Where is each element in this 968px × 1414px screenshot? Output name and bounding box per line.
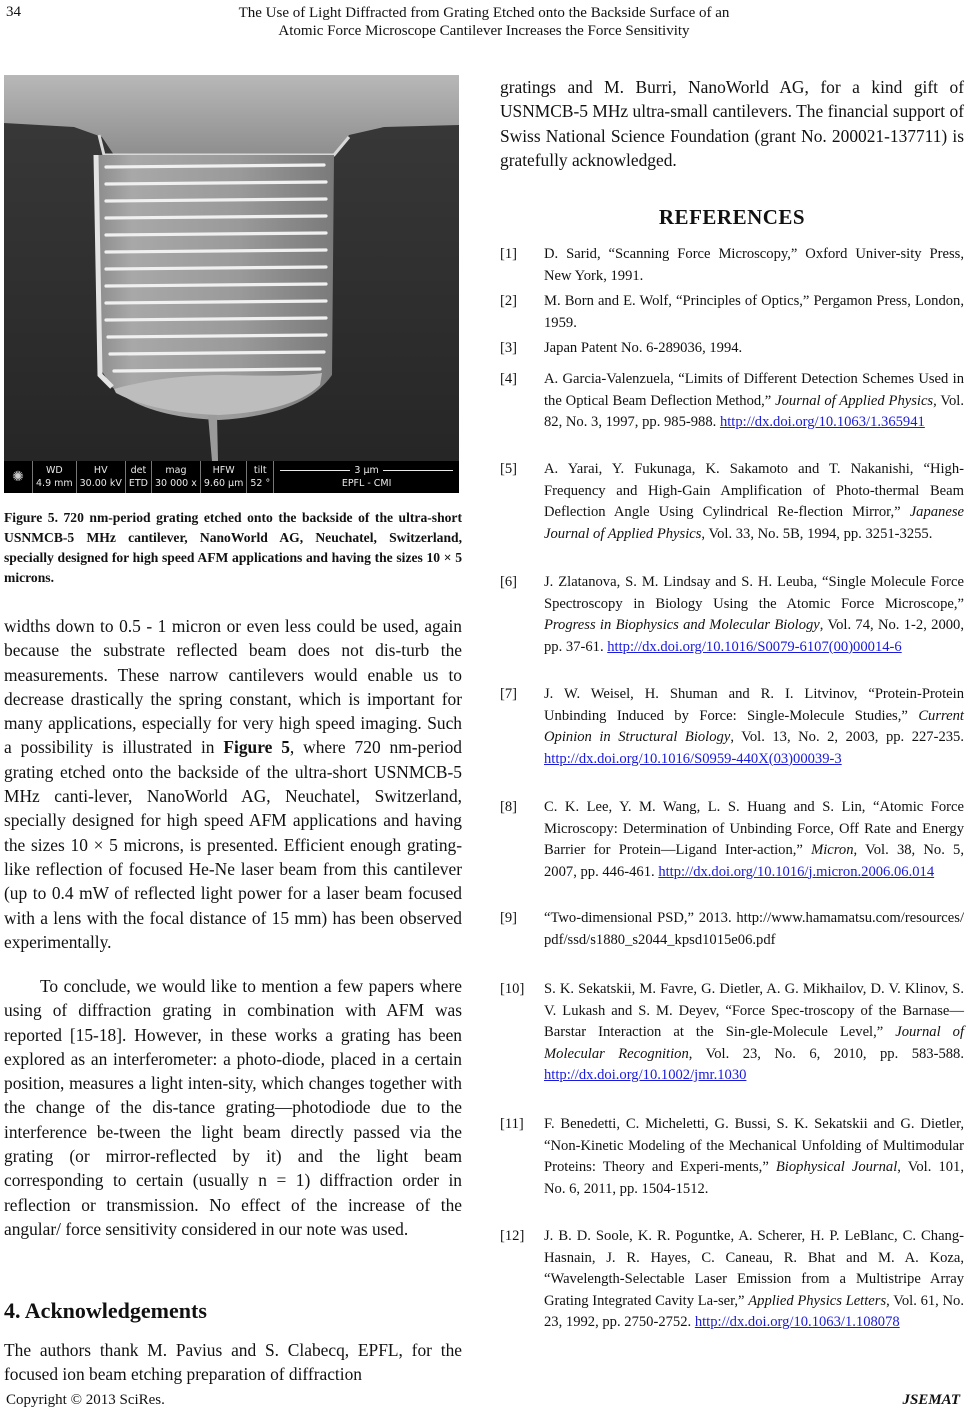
scale-bar-label: 3 µm [354,465,379,476]
journal-title: Japanese Journal of Applied Physics [544,504,964,542]
doi-link[interactable]: http://dx.doi.org/10.1063/1.108078 [694,1314,900,1330]
reference-item: [4] A. Garcia-Valenzuela, “Limits of Different Detection Schemes Used in the Optical Beam Deflection Method,” Journal of Applied Physics, Vol. 82, No. 3, 1997, pp. 985-988. http://dx.doi.org/10.1063/1.365941 [500,371,965,430]
reference-number: [8] [500,799,518,815]
journal-name: JSEMAT [902,1392,960,1408]
databar-wd: WD 4.9 mm [33,461,77,493]
running-header-line1: The Use of Light Diffracted from Grating Etched onto the Backside Surface of an [238,5,730,21]
running-header [0,4,968,40]
journal-title: Micron [811,842,854,858]
reference-number: [11] [500,1116,524,1132]
reference-item: [12] J. B. D. Soole, K. R. Poguntke, A. Scherer, H. P. LeBlanc, C. Chang-Hasnain, J. R. Hayes, C. Caneau, R. Bhat and M. A. Koza, “Wavelength-Selectable Laser Emission from a Multistripe Array Grating Integrated Cavity La-ser,” Applied Physics Letters, Vol. 61, No. 23, 1992, pp. 2750-2752. http://dx.doi.org/10.1063/1.108078 [500,1228,964,1330]
paragraph-widths: widths down to 0.5 - 1 micron or even less could be used, again because the substrate reflected beam does not dis-turb the measurements. These narrow cantilevers would enable us to decrease drastically the spring constant, which is important for many applications, especially for very high speed imaging. Such a possibility is illustrated in Figure 5, where 720 nm-period grating etched onto the backside of the ultra-short USNMCB-5 MHz canti-lever, NanoWorld AG, Neuchatel, Switzerland, specially designed for high speed AFM applications and having the sizes 10 × 5 microns, is presented. Efficient enough grating-like reflection of focused He-Ne laser beam from this cantilever (up to 0.4 mW of reflected light power for a laser beam focused with a lens with the focal distance of 15 mm) has been observed experimentally. [4,616,462,952]
page-number: 34 [6,4,21,20]
databar-det: det ETD [126,461,152,493]
reference-item: [6] J. Zlatanova, S. M. Lindsay and S. H. Leuba, “Single Molecule Force Spectroscopy in Biology Using the Atomic Force Microscope,” Progress in Biophysics and Molecular Biology, Vol. 74, No. 1-2, 2000, pp. 37-61. http://dx.doi.org/10.1016/S0079-6107(00)00014-6 [500,574,964,655]
sem-image [4,75,459,461]
reference-number: [4] [500,371,518,387]
sem-figure [4,75,459,493]
reference-item: [5] A. Yarai, Y. Fukunaga, K. Sakamoto and T. Nakanishi, “High-Frequency and High-Gain Amplification of Photo-thermal Beam Deflection Angle Using Cylindrical Re-flection Mirror,” Japanese Journal of Applied Physics, Vol. 33, No. 5B, 1994, pp. 3251-3255. [500,461,964,542]
paragraph-acknowledgements-cont: gratings and M. Burri, NanoWorld AG, for a kind gift of USNMCB-5 MHz ultra-small cantilevers. The financial support of Swiss National Science Foundation (grant No. 200021-137711) is gratefully acknowledged. [500,77,964,170]
reference-number: [2] [500,293,518,309]
reference-item: [9] “Two-dimensional PSD,” 2013. http://www.hamamatsu.com/resources/pdf/ssd/s1880_s2044_kpsd1015e06.pdf [500,910,964,948]
reference-number: [7] [500,686,518,702]
databar-hv: HV 30.00 kV [77,461,126,493]
fei-logo-icon: ✺ [4,461,33,493]
reference-number: [6] [500,574,518,590]
figure-caption: Figure 5. 720 nm-period grating etched onto the backside of the ultra-short USNMCB-5 MHz cantilever, NanoWorld AG, Neuchatel, Switzerland, specially designed for high speed AFM applications and having the sizes 10 × 5 microns. [4,510,462,585]
reference-item: [1] D. Sarid, “Scanning Force Microscopy,” Oxford Univer-sity Press, New York, 1991. [500,246,964,284]
sem-data-bar [4,461,459,493]
reference-number: [9] [500,910,518,926]
doi-link[interactable]: http://dx.doi.org/10.1016/j.micron.2006.06.014 [658,863,935,880]
reference-number: [12] [500,1228,525,1244]
lab-label: EPFL - CMI [341,478,392,489]
reference-item: [11] F. Benedetti, C. Micheletti, G. Bussi, S. K. Sekatskii and G. Dietler, “Non-Kinetic Modeling of the Mechanical Unfolding of Multimodular Proteins: Theory and Experi-ments,” Biophysical Journal, Vol. 101, No. 6, 2011, pp. 1504-1512. [500,1116,964,1197]
doi-link[interactable]: http://dx.doi.org/10.1002/jmr.1030 [544,1067,747,1083]
databar-tilt: tilt 52 ° [247,461,274,493]
section-heading-acknowledgements: 4. Acknowledgements [4,1298,207,1323]
scale-bar [274,461,459,493]
reference-item: [2] M. Born and E. Wolf, “Principles of Optics,” Pergamon Press, London, 1959. [500,293,964,331]
running-header-line2: Atomic Force Microscope Cantilever Increases the Force Sensitivity [278,23,690,39]
journal-title: Biophysical Journal [775,1159,898,1175]
doi-link[interactable]: http://dx.doi.org/10.1063/1.365941 [719,414,925,430]
reference-item: [3] Japan Patent No. 6-289036, 1994. [500,338,964,360]
reference-item: [7] J. W. Weisel, H. Shuman and R. I. Litvinov, “Protein-Protein Unbinding Induced by Force: Single-Molecule Studies,” Current Opinion in Structural Biology, Vol. 13, No. 2, 2003, pp. 227-235. http://dx.doi.org/10.1016/S0959-440X(03)00039-3 [500,686,964,767]
copyright: Copyright © 2013 SciRes. [6,1392,165,1408]
doi-link[interactable]: http://dx.doi.org/10.1016/S0079-6107(00)00014-6 [607,638,902,655]
reference-number: [10] [500,981,525,997]
journal-title: Progress in Biophysics and Molecular Biology [544,617,820,633]
databar-mag: mag 30 000 x [152,461,201,493]
databar-hfw: HFW 9.60 µm [201,461,247,493]
journal-title: Journal of Applied Physics [775,392,934,409]
reference-number: [1] [500,246,518,262]
reference-number: [3] [500,340,518,356]
reference-item: [10] S. K. Sekatskii, M. Favre, G. Dietler, A. G. Mikhailov, D. V. Klinov, S. V. Lukash and S. M. Deyev, “Force Spec-troscopy of the Barnase—Barstar Interaction at the Sin-gle-Molecule Level,” Journal of Molecular Recognition, Vol. 23, No. 6, 2010, pp. 583-588. http://dx.doi.org/10.1002/jmr.1030 [500,981,964,1083]
journal-title: Current Opinion in Structural Biology [544,707,964,745]
paragraph-acknowledgements: The authors thank M. Pavius and S. Clabecq, EPFL, for the focused ion beam etching preparation of diffraction [4,1340,462,1385]
journal-title: Journal of Molecular Recognition [544,1024,964,1062]
reference-url: http://www.hamamatsu.com/resources/pdf/ssd/s1880_s2044_kpsd1015e06.pdf [544,910,964,948]
journal-title: Applied Physics Letters [748,1292,887,1309]
paragraph-conclude: To conclude, we would like to mention a few papers where using of diffraction grating in combination with AFM was reported [15-18]. However, in these works a grating has been explored as an interferometer: a photo-diode, placed in a certain position, measures a light inten-sity, which changes together with the change of the dis-tance grating—photodiode due to the interference be-tween the light beam directly passed via the grating (or mirror-reflected by it) and the light beam corresponding to certain (usually n = 1) diffraction order in reflection or transmission. No effect of the increase of the angular/ force sensitivity considered in our note was used. [4,976,462,1239]
doi-link[interactable]: http://dx.doi.org/10.1016/S0959-440X(03)00039-3 [544,750,842,767]
references-heading: REFERENCES [658,205,806,229]
figure-5-ref: Figure 5 [223,737,290,758]
reference-item: [8] C. K. Lee, Y. M. Wang, L. S. Huang and S. Lin, “Atomic Force Microscopy: Determination of Unbinding Force, Off Rate and Energy Barrier for Protein—Ligand Inter-action,” Micron, Vol. 38, No. 5, 2007, pp. 446-461. http://dx.doi.org/10.1016/j.micron.2006.06.014 [500,799,964,880]
reference-number: [5] [500,461,518,477]
